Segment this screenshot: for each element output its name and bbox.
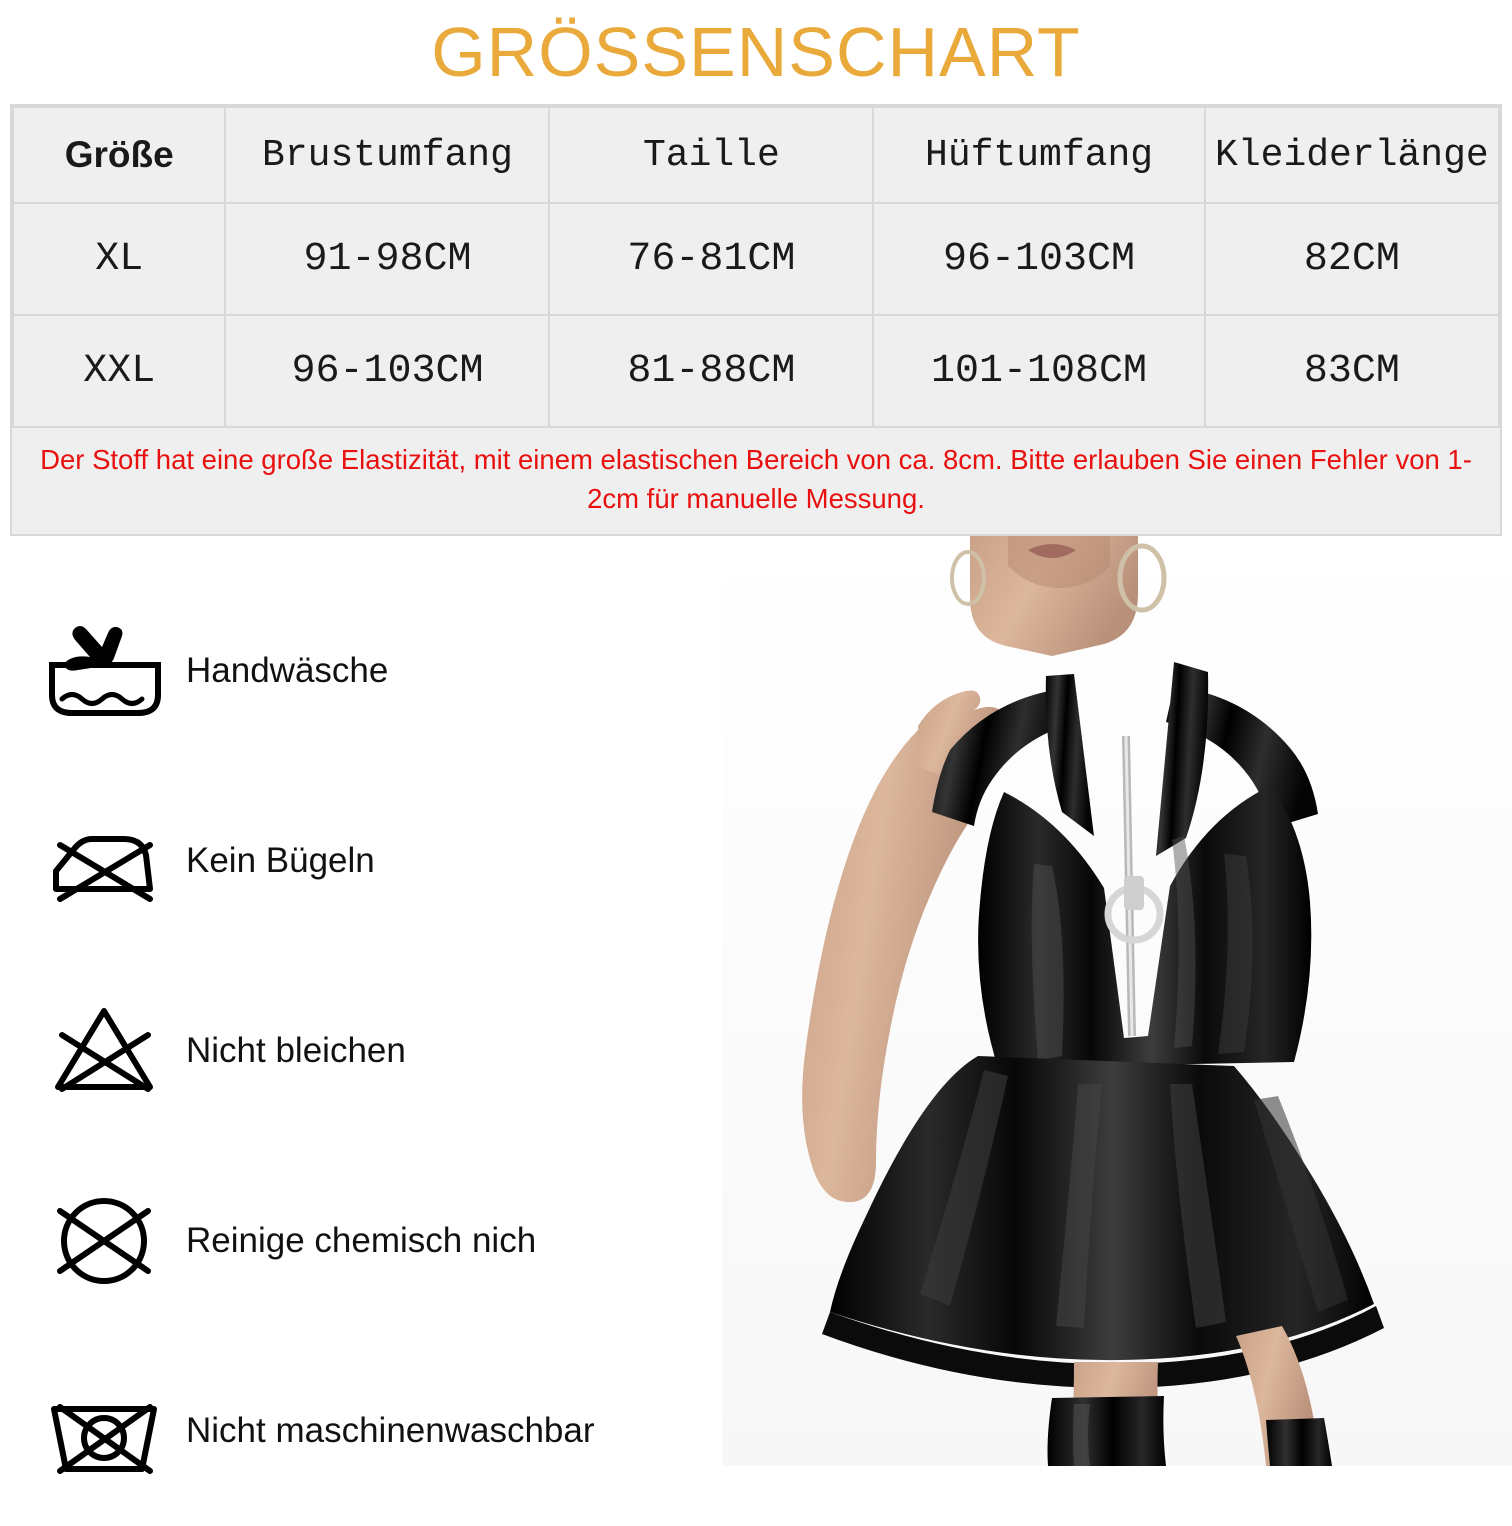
cell-waist-xl: 76-81CM <box>549 203 873 315</box>
no-iron-icon <box>40 807 170 915</box>
size-chart-table-wrapper <box>10 104 1502 428</box>
care-item-no-machine-wash <box>40 1336 680 1526</box>
table-row <box>13 315 1499 427</box>
care-label-hand-wash: Handwäsche <box>186 651 389 691</box>
cell-hip-xl: 96-103CM <box>873 203 1204 315</box>
cell-size-xl: XL <box>13 203 225 315</box>
column-header-size: Größe <box>13 107 225 203</box>
no-dry-clean-icon <box>40 1187 170 1295</box>
table-row <box>13 203 1499 315</box>
product-photo <box>722 536 1512 1466</box>
care-label-no-bleach: Nicht bleichen <box>186 1031 406 1071</box>
elasticity-note: Der Stoff hat eine große Elastizität, mit einem elastischen Bereich von ca. 8cm. Bitte erlauben Sie einen Fehler von 1-2cm für manuelle Messung. <box>10 428 1502 536</box>
care-item-no-dry-clean <box>40 1146 680 1336</box>
care-item-hand-wash <box>40 576 680 766</box>
size-chart-table <box>12 106 1500 428</box>
cell-size-xxl: XXL <box>13 315 225 427</box>
cell-bust-xxl: 96-103CM <box>225 315 549 427</box>
care-instructions-list <box>40 576 680 1526</box>
page-title-bar <box>0 0 1512 104</box>
cell-dresslength-xl: 82CM <box>1205 203 1499 315</box>
care-label-no-dry-clean: Reinige chemisch nich <box>186 1221 537 1261</box>
cell-dresslength-xxl: 83CM <box>1205 315 1499 427</box>
no-machine-wash-icon <box>40 1377 170 1485</box>
cell-waist-xxl: 81-88CM <box>549 315 873 427</box>
cell-hip-xxl: 101-108CM <box>873 315 1204 427</box>
page-title: GRÖSSENSCHART <box>431 13 1081 91</box>
care-and-photo-section <box>0 536 1512 1466</box>
no-bleach-icon <box>40 997 170 1105</box>
column-header-dresslength: Kleiderlänge <box>1205 107 1499 203</box>
care-label-no-iron: Kein Bügeln <box>186 841 375 881</box>
care-item-no-bleach <box>40 956 680 1146</box>
column-header-bust: Brustumfang <box>225 107 549 203</box>
hand-wash-icon <box>40 617 170 725</box>
care-label-no-machine-wash: Nicht maschinenwaschbar <box>186 1411 595 1451</box>
column-header-waist: Taille <box>549 107 873 203</box>
table-header-row <box>13 107 1499 203</box>
care-item-no-iron <box>40 766 680 956</box>
column-header-hip: Hüftumfang <box>873 107 1204 203</box>
cell-bust-xl: 91-98CM <box>225 203 549 315</box>
